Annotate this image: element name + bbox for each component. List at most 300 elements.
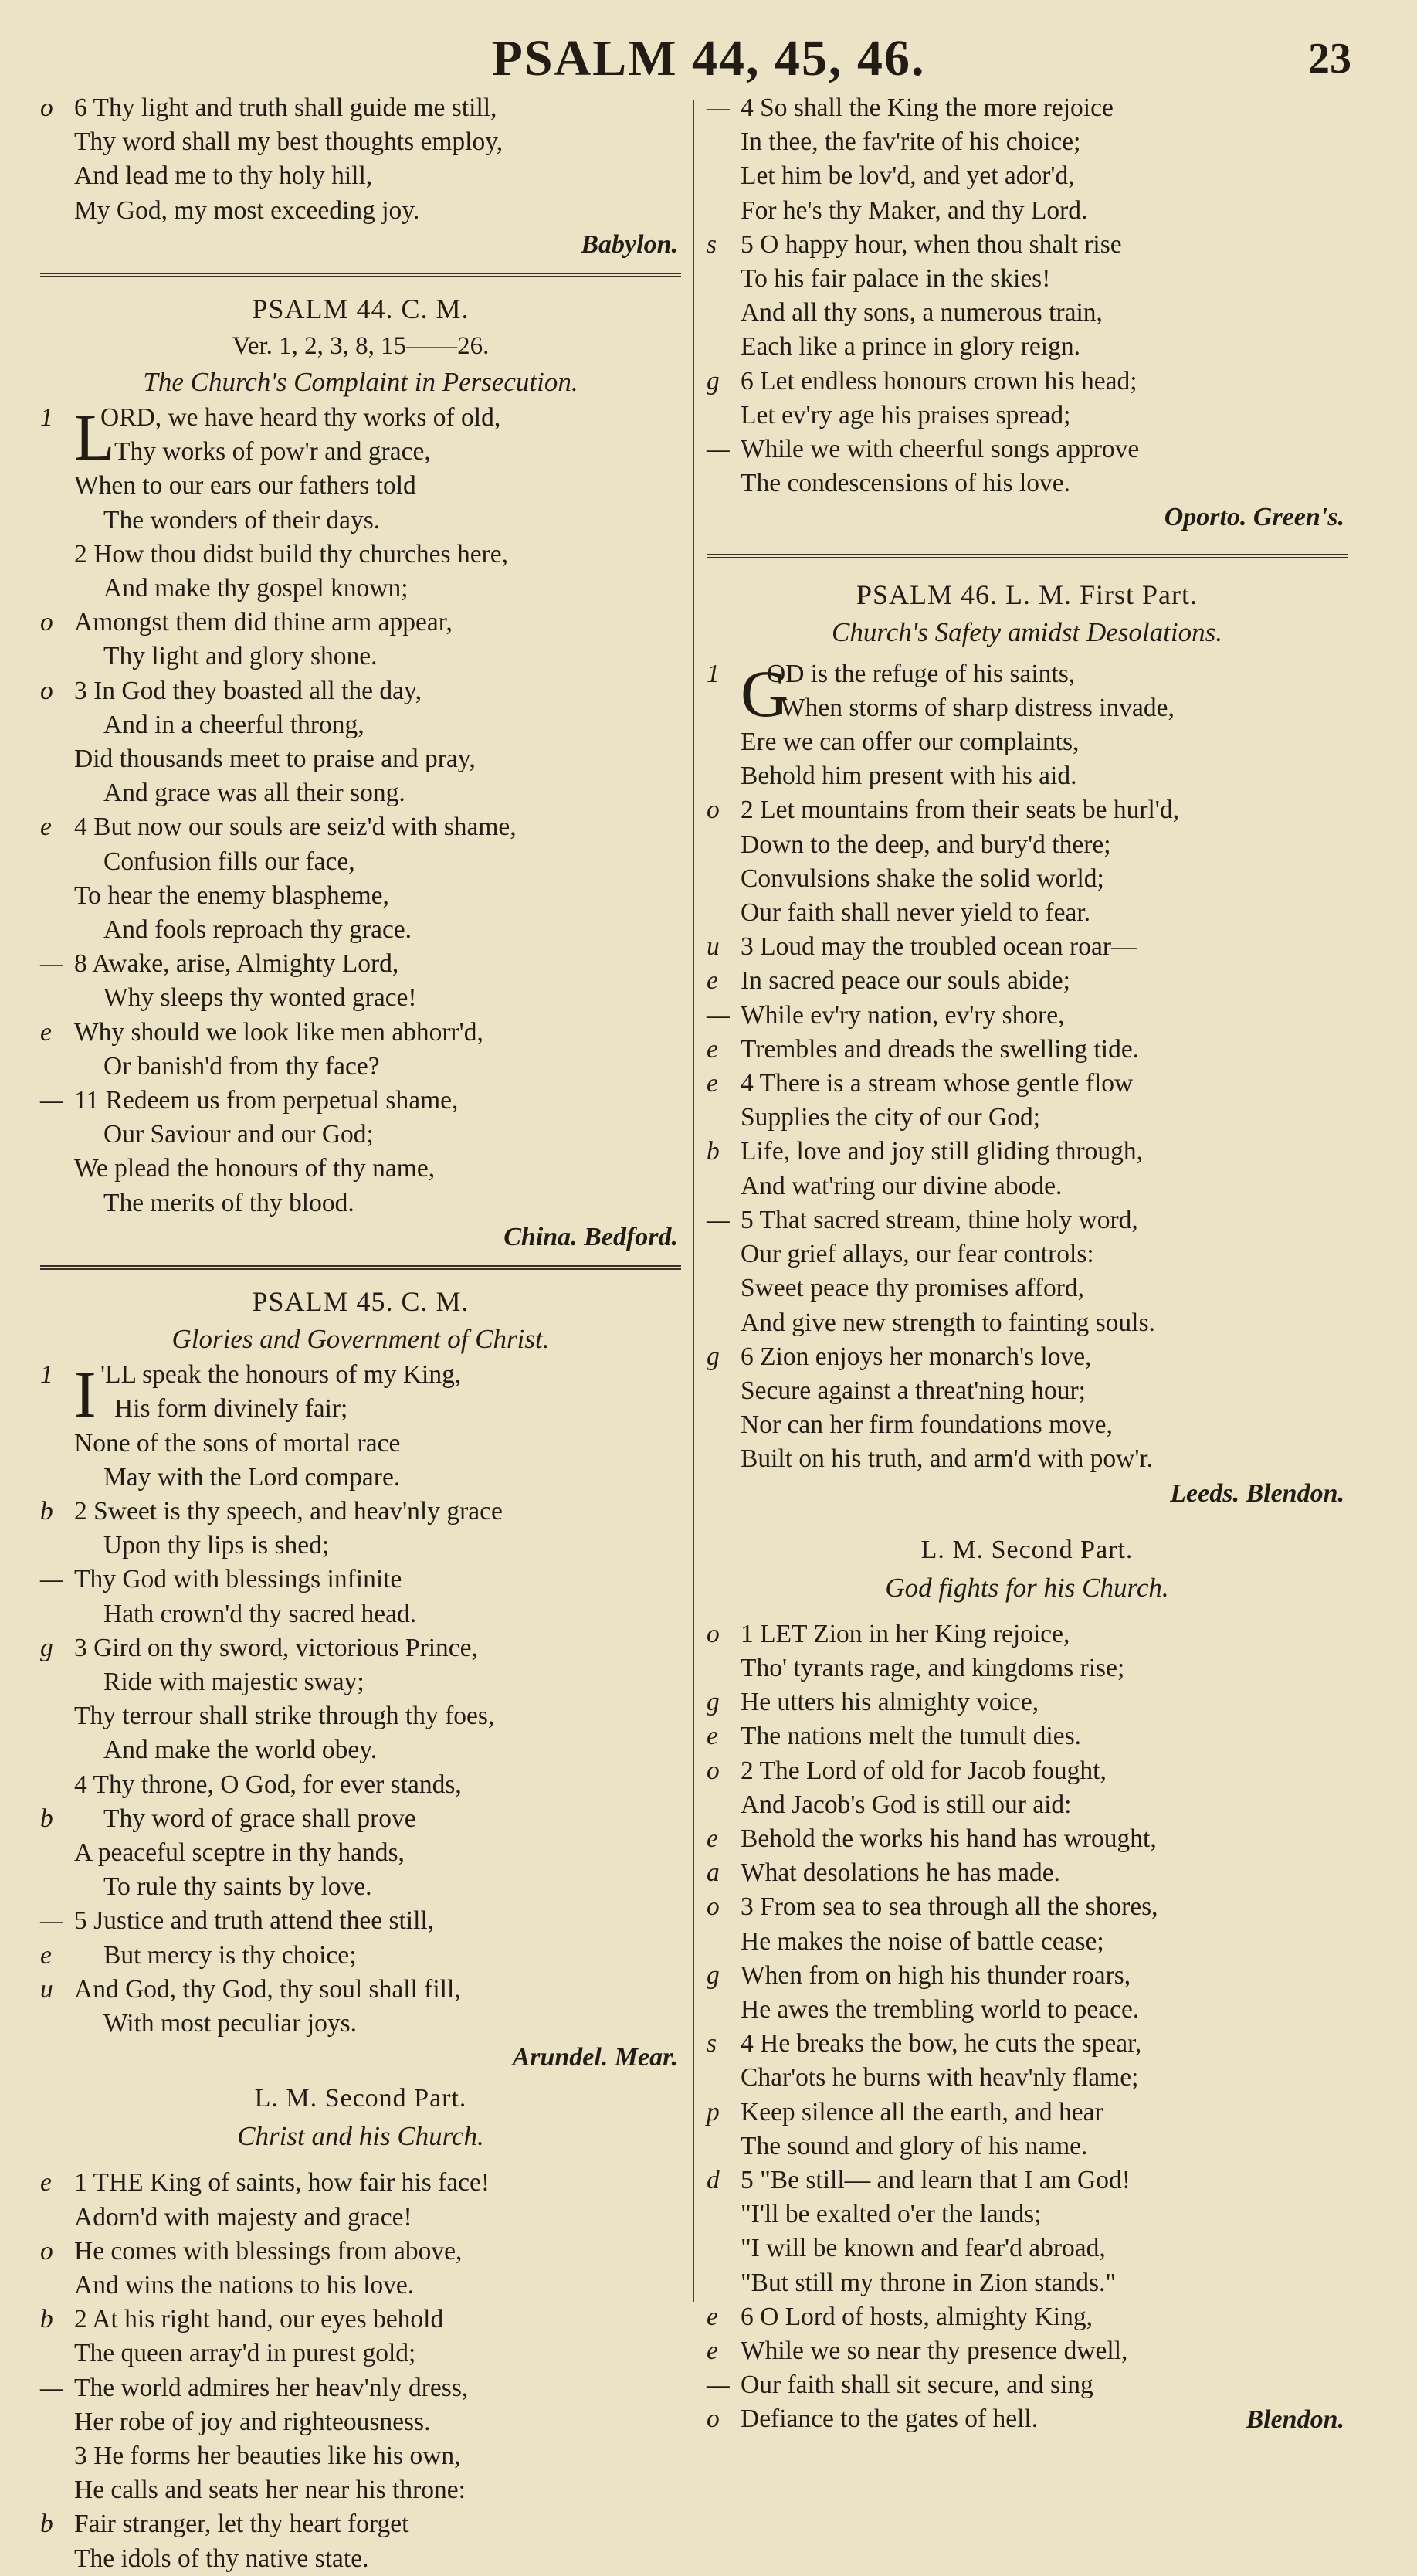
verse-text: In sacred peace our souls abide; (741, 966, 1070, 996)
verse-text: And all thy sons, a numerous train, (741, 298, 1103, 328)
verse-text: "I'll be exalted o'er the lands; (741, 2200, 1042, 2229)
psalm43-final-stanza (40, 91, 681, 228)
dynamics-mark: e (707, 966, 718, 996)
verse-text: Let ev'ry age his praises spread; (741, 400, 1071, 429)
dynamics-mark: e (40, 1017, 52, 1047)
verse-text: Thy works of pow'r and grace, (114, 437, 431, 467)
verse-line (707, 1617, 1348, 1651)
verse-text: Nor can her firm foundations move, (741, 1410, 1113, 1440)
verse-text: 6 Let endless honours crown his head; (741, 366, 1137, 395)
dynamics-mark: e (707, 1069, 718, 1098)
verse-text: With most peculiar joys. (103, 2008, 358, 2038)
dynamics-mark: o (707, 1619, 720, 1648)
verse-text: And fools reproach thy grace. (103, 915, 412, 945)
verse-text: 3 Loud may the troubled ocean roar— (741, 932, 1137, 962)
verse-text: The sound and glory of his name. (741, 2131, 1088, 2160)
dynamics-mark: u (707, 932, 720, 962)
verse-line (40, 1768, 681, 1802)
verse-line (707, 330, 1348, 364)
verse-text: 5 O happy hour, when thou shalt rise (741, 229, 1122, 259)
verse-line (40, 1016, 681, 1050)
verse-line (707, 2061, 1348, 2095)
dynamics-mark: — (707, 2371, 730, 2400)
verse-text: While ev'ry nation, ev'ry shore, (741, 1000, 1065, 1030)
column-divider (693, 100, 694, 2302)
verse-text: Our Saviour and our God; (103, 1120, 374, 1149)
psalm-body (707, 657, 1348, 1477)
verse-text: Secure against a threat'ning hour; (741, 1376, 1086, 1405)
verse-text: My God, my most exceeding joy. (74, 195, 420, 225)
verse-text: 4 There is a stream whose gentle flow (741, 1069, 1134, 1098)
verse-text: 2 The Lord of old for Jacob fought, (741, 1756, 1107, 1785)
verse-line (40, 1836, 681, 1870)
dynamics-mark: — (40, 1906, 63, 1936)
dynamics-mark: d (707, 2165, 720, 2194)
dynamics-mark: s (707, 2029, 717, 2058)
tune-names: Arundel. Mear. (512, 2043, 678, 2072)
verse-text: Thy light and glory shone. (103, 642, 378, 671)
verse-line (40, 913, 681, 947)
verse-line (707, 2096, 1348, 2130)
verse-line (40, 572, 681, 606)
verse-line (707, 1993, 1348, 2027)
verse-text: Thy word of grace shall prove (103, 1804, 416, 1833)
verse-line (40, 1904, 681, 1938)
verse-line (40, 776, 681, 810)
verse-line (707, 1925, 1348, 1959)
psalm44-section (40, 290, 681, 1254)
verse-line (707, 2198, 1348, 2232)
dynamics-mark: 1 (707, 659, 720, 688)
verse-line (707, 1651, 1348, 1685)
verse-text: Why sleeps thy wonted grace! (103, 983, 417, 1013)
verse-line (707, 896, 1348, 930)
verse-text: 11 Redeem us from perpetual shame, (74, 1086, 459, 1115)
verse-text: Thy terrour shall strike through thy foes, (74, 1702, 495, 1731)
verse-text: 2 Sweet is thy speech, and heav'nly grace (74, 1496, 503, 1526)
verse-text: 5 That sacred stream, thine holy word, (741, 1205, 1138, 1234)
verse-text: Amongst them did thine arm appear, (74, 608, 453, 637)
verse-line (40, 810, 681, 844)
verse-line (40, 538, 681, 572)
psalm-lines (707, 1617, 1348, 2437)
verse-line (40, 1358, 681, 1392)
verse-line (707, 2334, 1348, 2368)
dynamics-mark: g (707, 1960, 720, 1990)
verse-text: May with the Lord compare. (103, 1462, 401, 1492)
verse-line (707, 1203, 1348, 1237)
verse-text: 4 So shall the King the more rejoice (741, 93, 1114, 122)
verse-text: 2 How thou didst build thy churches here, (74, 539, 508, 568)
psalm-subtitle: Church's Safety amidst Desolations. (832, 616, 1222, 647)
dynamics-mark: o (707, 1756, 720, 1785)
verse-line (707, 657, 1348, 691)
verse-text: Ere we can offer our complaints, (741, 728, 1080, 757)
verse-line (707, 1374, 1348, 1408)
verse-line (707, 399, 1348, 433)
verse-line (40, 1973, 681, 2007)
verse-text: And make thy gospel known; (103, 574, 408, 603)
verse-text: The nations melt the tumult dies. (741, 1722, 1082, 1751)
verse-text: The condescensions of his love. (741, 469, 1071, 498)
verse-text: 5 "Be still— and learn that I am God! (741, 2165, 1131, 2194)
verse-line (707, 828, 1348, 862)
verse-line (707, 2300, 1348, 2334)
verse-line (707, 1788, 1348, 1822)
verse-line (707, 365, 1348, 399)
verse-line (40, 1563, 681, 1597)
psalm45-section (40, 1282, 681, 2075)
verse-text: He calls and seats her near his throne: (74, 2476, 466, 2505)
verse-line (40, 879, 681, 913)
verse-line (40, 91, 681, 125)
verse-text: To rule thy saints by love. (103, 1872, 372, 1902)
dynamics-mark: b (40, 2305, 53, 2334)
section-rule (40, 1265, 681, 1270)
dynamics-mark: a (707, 1858, 720, 1888)
verse-text: And wat'ring our divine abode. (741, 1171, 1063, 1200)
verse-text: Upon thy lips is shed; (103, 1531, 330, 1560)
verse-text: He awes the trembling world to peace. (741, 1994, 1140, 2024)
verse-text: 1 THE King of saints, how fair his face! (74, 2168, 490, 2198)
verse-line (707, 1340, 1348, 1374)
verse-text: To his fair palace in the skies! (741, 264, 1051, 294)
tune-names: China. Bedford. (503, 1222, 678, 1251)
verse-line (40, 606, 681, 640)
verse-text: We plead the honours of thy name, (74, 1154, 436, 1183)
verse-text: The queen array'd in purest gold; (74, 2339, 416, 2368)
verse-line (40, 2371, 681, 2405)
verse-line (707, 691, 1348, 725)
dynamics-mark: e (707, 1722, 718, 1751)
verse-text: For he's thy Maker, and thy Lord. (741, 195, 1088, 225)
verse-line (707, 2368, 1348, 2402)
dynamics-mark: o (40, 93, 53, 122)
verse-line (40, 742, 681, 776)
verse-text: OD is the refuge of his saints, (767, 659, 1076, 688)
verse-line (707, 725, 1348, 759)
verse-selection: Ver. 1, 2, 3, 8, 15——26. (232, 332, 490, 361)
part-title: L. M. Second Part. (920, 1535, 1134, 1564)
verse-text: And give new strength to fainting souls. (741, 1308, 1155, 1337)
verse-line (40, 1152, 681, 1186)
verse-text: Tho' tyrants rage, and kingdoms rise; (741, 1653, 1125, 1682)
verse-line (707, 2402, 1348, 2436)
verse-text: Our faith shall sit secure, and sing (741, 2371, 1093, 2400)
verse-line (40, 1392, 681, 1426)
verse-text: Char'ots he burns with heav'nly flame; (741, 2063, 1139, 2092)
dynamics-mark: s (707, 229, 717, 259)
verse-text: Defiance to the gates of hell. (741, 2405, 1039, 2434)
verse-line (707, 2027, 1348, 2061)
verse-line (40, 435, 681, 469)
verse-text: 3 Gird on thy sword, victorious Prince, (74, 1633, 478, 1662)
psalm-lines (40, 401, 681, 1220)
verse-line (707, 262, 1348, 296)
dynamics-mark: — (40, 1565, 63, 1594)
psalm-title: PSALM 46. L. M. First Part. (856, 579, 1198, 610)
verse-line (707, 1237, 1348, 1271)
dynamics-mark: 1 (40, 403, 53, 433)
verse-line (40, 2337, 681, 2371)
verse-line (40, 1186, 681, 1220)
verse-line (707, 1306, 1348, 1340)
verse-line (707, 1033, 1348, 1067)
verse-text: 5 Justice and truth attend thee still, (74, 1906, 435, 1936)
dynamics-mark: p (707, 2097, 720, 2126)
verse-line (40, 469, 681, 503)
verse-text: 2 Let mountains from their seats be hurl'd, (741, 796, 1179, 825)
verse-text: 4 Thy throne, O God, for ever stands, (74, 1770, 462, 1799)
verse-line (707, 1754, 1348, 1788)
verse-text: 1 LET Zion in her King rejoice, (741, 1619, 1070, 1648)
dynamics-mark: g (707, 1342, 720, 1371)
verse-line (707, 930, 1348, 964)
verse-text: Life, love and joy still gliding through, (741, 1137, 1144, 1166)
verse-line (40, 2507, 681, 2541)
verse-text: 3 He forms her beauties like his own, (74, 2441, 461, 2470)
verse-text: Let him be lov'd, and yet ador'd, (741, 161, 1075, 191)
verse-text: 2 At his right hand, our eyes behold (74, 2305, 444, 2334)
verse-line (40, 1699, 681, 1733)
verse-text: Built on his truth, and arm'd with pow'r. (741, 1444, 1154, 1474)
verse-line (40, 674, 681, 708)
verse-text: Why should we look like men abhorr'd, (74, 1017, 483, 1047)
verse-text: None of the sons of mortal race (74, 1428, 401, 1458)
verse-text: In thee, the fav'rite of his choice; (741, 127, 1081, 157)
psalm-lines (40, 1358, 681, 2041)
verse-text: He makes the noise of battle cease; (741, 1926, 1104, 1956)
verse-line (707, 2266, 1348, 2300)
verse-line (707, 964, 1348, 998)
verse-line (707, 1101, 1348, 1135)
dynamics-mark: e (40, 813, 52, 842)
psalm-subtitle: The Church's Complaint in Persecution. (143, 367, 578, 398)
verse-line (40, 159, 681, 193)
verse-text: Down to the deep, and bury'd there; (741, 830, 1111, 859)
psalm-lines (40, 2166, 681, 2575)
verse-line (40, 1427, 681, 1461)
dynamics-mark: b (707, 1137, 720, 1166)
verse-text: But mercy is thy choice; (103, 1940, 357, 1970)
verse-line (40, 2405, 681, 2439)
dynamics-mark: e (707, 1034, 718, 1064)
dynamics-mark: g (707, 1688, 720, 1717)
dynamics-mark: o (40, 2236, 53, 2265)
verse-text: 4 But now our souls are seiz'd with shame, (74, 813, 517, 842)
verse-line (707, 125, 1348, 159)
verse-line (707, 2232, 1348, 2265)
verse-line (40, 845, 681, 879)
verse-text: The merits of thy blood. (103, 1188, 354, 1217)
verse-line (40, 2439, 681, 2473)
verse-text: 6 O Lord of hosts, almighty King, (741, 2302, 1093, 2331)
dynamics-mark: e (40, 1940, 52, 1970)
verse-line (40, 2542, 681, 2576)
verse-text: He utters his almighty voice, (741, 1688, 1039, 1717)
dynamics-mark: b (40, 1804, 53, 1833)
verse-line (40, 401, 681, 435)
dynamics-mark: 1 (40, 1360, 53, 1390)
verse-line (707, 1169, 1348, 1203)
verse-line (40, 2473, 681, 2507)
verse-line (707, 2164, 1348, 2198)
verse-line (40, 2201, 681, 2235)
psalm46-section (707, 575, 1348, 1511)
dynamics-mark: — (40, 949, 63, 979)
verse-text: Confusion fills our face, (103, 847, 355, 876)
verse-text: "I will be known and fear'd abroad, (741, 2234, 1106, 2263)
verse-text: Behold him present with his aid. (741, 762, 1077, 791)
dynamics-mark: o (707, 1892, 720, 1922)
tune-names: Blendon. (1246, 2405, 1344, 2434)
verse-line (40, 2269, 681, 2303)
dynamics-mark: e (707, 1824, 718, 1853)
right-column (707, 91, 1348, 2437)
verse-line (40, 1733, 681, 1767)
psalm-title: PSALM 45. C. M. (252, 1286, 470, 1318)
psalm-subtitle: Christ and his Church. (237, 2121, 484, 2152)
drop-cap: L (74, 400, 115, 475)
verse-text: He comes with blessings from above, (74, 2236, 463, 2265)
verse-text: Our faith shall never yield to fear. (741, 898, 1091, 928)
verse-line (40, 2166, 681, 2200)
verse-text: 3 In God they boasted all the day, (74, 676, 422, 705)
verse-line (40, 1802, 681, 1836)
dynamics-mark: g (707, 366, 720, 395)
verse-line (707, 793, 1348, 827)
verse-line (707, 1442, 1348, 1476)
dynamics-mark: o (40, 676, 53, 705)
verse-line (40, 708, 681, 742)
verse-line (707, 1408, 1348, 1442)
verse-text: Keep silence all the earth, and hear (741, 2097, 1103, 2126)
verse-line (40, 2303, 681, 2337)
verse-line (707, 91, 1348, 125)
verse-text: And grace was all their song. (103, 779, 405, 808)
verse-line (40, 125, 681, 159)
verse-text: Adorn'd with majesty and grace! (74, 2202, 412, 2232)
psalm-body (40, 401, 681, 1220)
verse-line (707, 433, 1348, 467)
verse-line (40, 504, 681, 538)
verse-line (707, 1067, 1348, 1101)
dynamics-mark: — (707, 93, 730, 122)
section-rule (40, 273, 681, 277)
verse-line (707, 1856, 1348, 1890)
psalm-subtitle: God fights for his Church. (885, 1572, 1169, 1603)
verse-text: The world admires her heav'nly dress, (74, 2373, 469, 2402)
verse-line (40, 1870, 681, 1904)
verse-line (40, 947, 681, 981)
verse-line (707, 759, 1348, 793)
verse-line (707, 1135, 1348, 1169)
verse-text: And lead me to thy holy hill, (74, 161, 373, 191)
verse-text: Convulsions shake the solid world; (741, 864, 1104, 893)
verse-text: Trembles and dreads the swelling tide. (741, 1034, 1140, 1064)
verse-text: What desolations he has made. (741, 1858, 1060, 1888)
left-column (40, 91, 681, 2576)
dynamics-mark: — (707, 435, 730, 464)
verse-line (40, 1461, 681, 1495)
verse-text: Fair stranger, let thy heart forget (74, 2510, 409, 2539)
tune-names: Babylon. (581, 229, 678, 259)
verse-line (707, 1685, 1348, 1719)
verse-line (707, 1890, 1348, 1924)
verse-text: Behold the works his hand has wrought, (741, 1824, 1157, 1853)
verse-line (707, 862, 1348, 896)
dynamics-mark: e (707, 2302, 718, 2331)
verse-text: Each like a prince in glory reign. (741, 332, 1080, 361)
dynamics-mark: b (40, 1496, 53, 1526)
verse-text: Or banish'd from thy face? (103, 1051, 380, 1081)
verse-text: 8 Awake, arise, Almighty Lord, (74, 949, 399, 979)
verse-text: While we with cheerful songs approve (741, 435, 1140, 464)
verse-text: To hear the enemy blaspheme, (74, 881, 389, 910)
verse-text: The idols of thy native state. (74, 2544, 369, 2573)
verse-line (40, 1118, 681, 1152)
section-rule (707, 554, 1348, 558)
part-title: L. M. Second Part. (254, 2084, 467, 2113)
verse-line (40, 2007, 681, 2041)
verse-text: 6 Zion enjoys her monarch's love, (741, 1342, 1092, 1371)
verse-text: Supplies the city of our God; (741, 1103, 1040, 1132)
verse-text: Hath crown'd thy sacred head. (103, 1599, 417, 1628)
verse-text: Her robe of joy and righteousness. (74, 2407, 431, 2436)
verse-line (40, 640, 681, 674)
verse-text: And wins the nations to his love. (74, 2270, 415, 2299)
verse-text: And Jacob's God is still our aid: (741, 1790, 1072, 1819)
verse-line (40, 1495, 681, 1529)
psalm45-continued-lines (707, 91, 1348, 501)
dynamics-mark: — (707, 1000, 730, 1030)
verse-line (40, 2235, 681, 2269)
verse-text: And God, thy God, thy soul shall fill, (74, 1974, 461, 2004)
verse-text: And make the world obey. (103, 1736, 378, 1765)
dynamics-mark: — (40, 2373, 63, 2402)
dynamics-mark: u (40, 1974, 53, 2004)
verse-text: And in a cheerful throng, (103, 710, 364, 739)
page-title: PSALM 44, 45, 46. (491, 30, 926, 87)
psalm45-part2-section (40, 2079, 681, 2575)
verse-text: When storms of sharp distress invade, (781, 693, 1175, 722)
verse-text: 3 From sea to sea through all the shores, (741, 1892, 1158, 1922)
verse-text: Sweet peace thy promises afford, (741, 1274, 1084, 1303)
dynamics-mark: — (40, 1086, 63, 1115)
verse-text: Thy word shall my best thoughts employ, (74, 127, 503, 157)
tune-names: Leeds. Blendon. (1170, 1478, 1344, 1508)
drop-cap: I (74, 1357, 97, 1432)
verse-line (707, 999, 1348, 1033)
verse-line (707, 228, 1348, 262)
verse-text: Thy God with blessings infinite (74, 1565, 402, 1594)
verse-line (40, 1665, 681, 1699)
verse-line (707, 1719, 1348, 1753)
verse-line (40, 1597, 681, 1631)
verse-line (40, 1939, 681, 1973)
verse-text: Our grief allays, our fear controls: (741, 1240, 1094, 1269)
psalm46-part2-section (707, 1531, 1348, 2437)
verse-line (707, 467, 1348, 501)
dynamics-mark: o (40, 608, 53, 637)
verse-line (40, 194, 681, 228)
verse-line (707, 2130, 1348, 2164)
verse-text: The wonders of their days. (103, 505, 381, 535)
verse-line (707, 194, 1348, 228)
psalm-body (40, 1358, 681, 2041)
dynamics-mark: o (707, 796, 720, 825)
verse-line (40, 981, 681, 1015)
